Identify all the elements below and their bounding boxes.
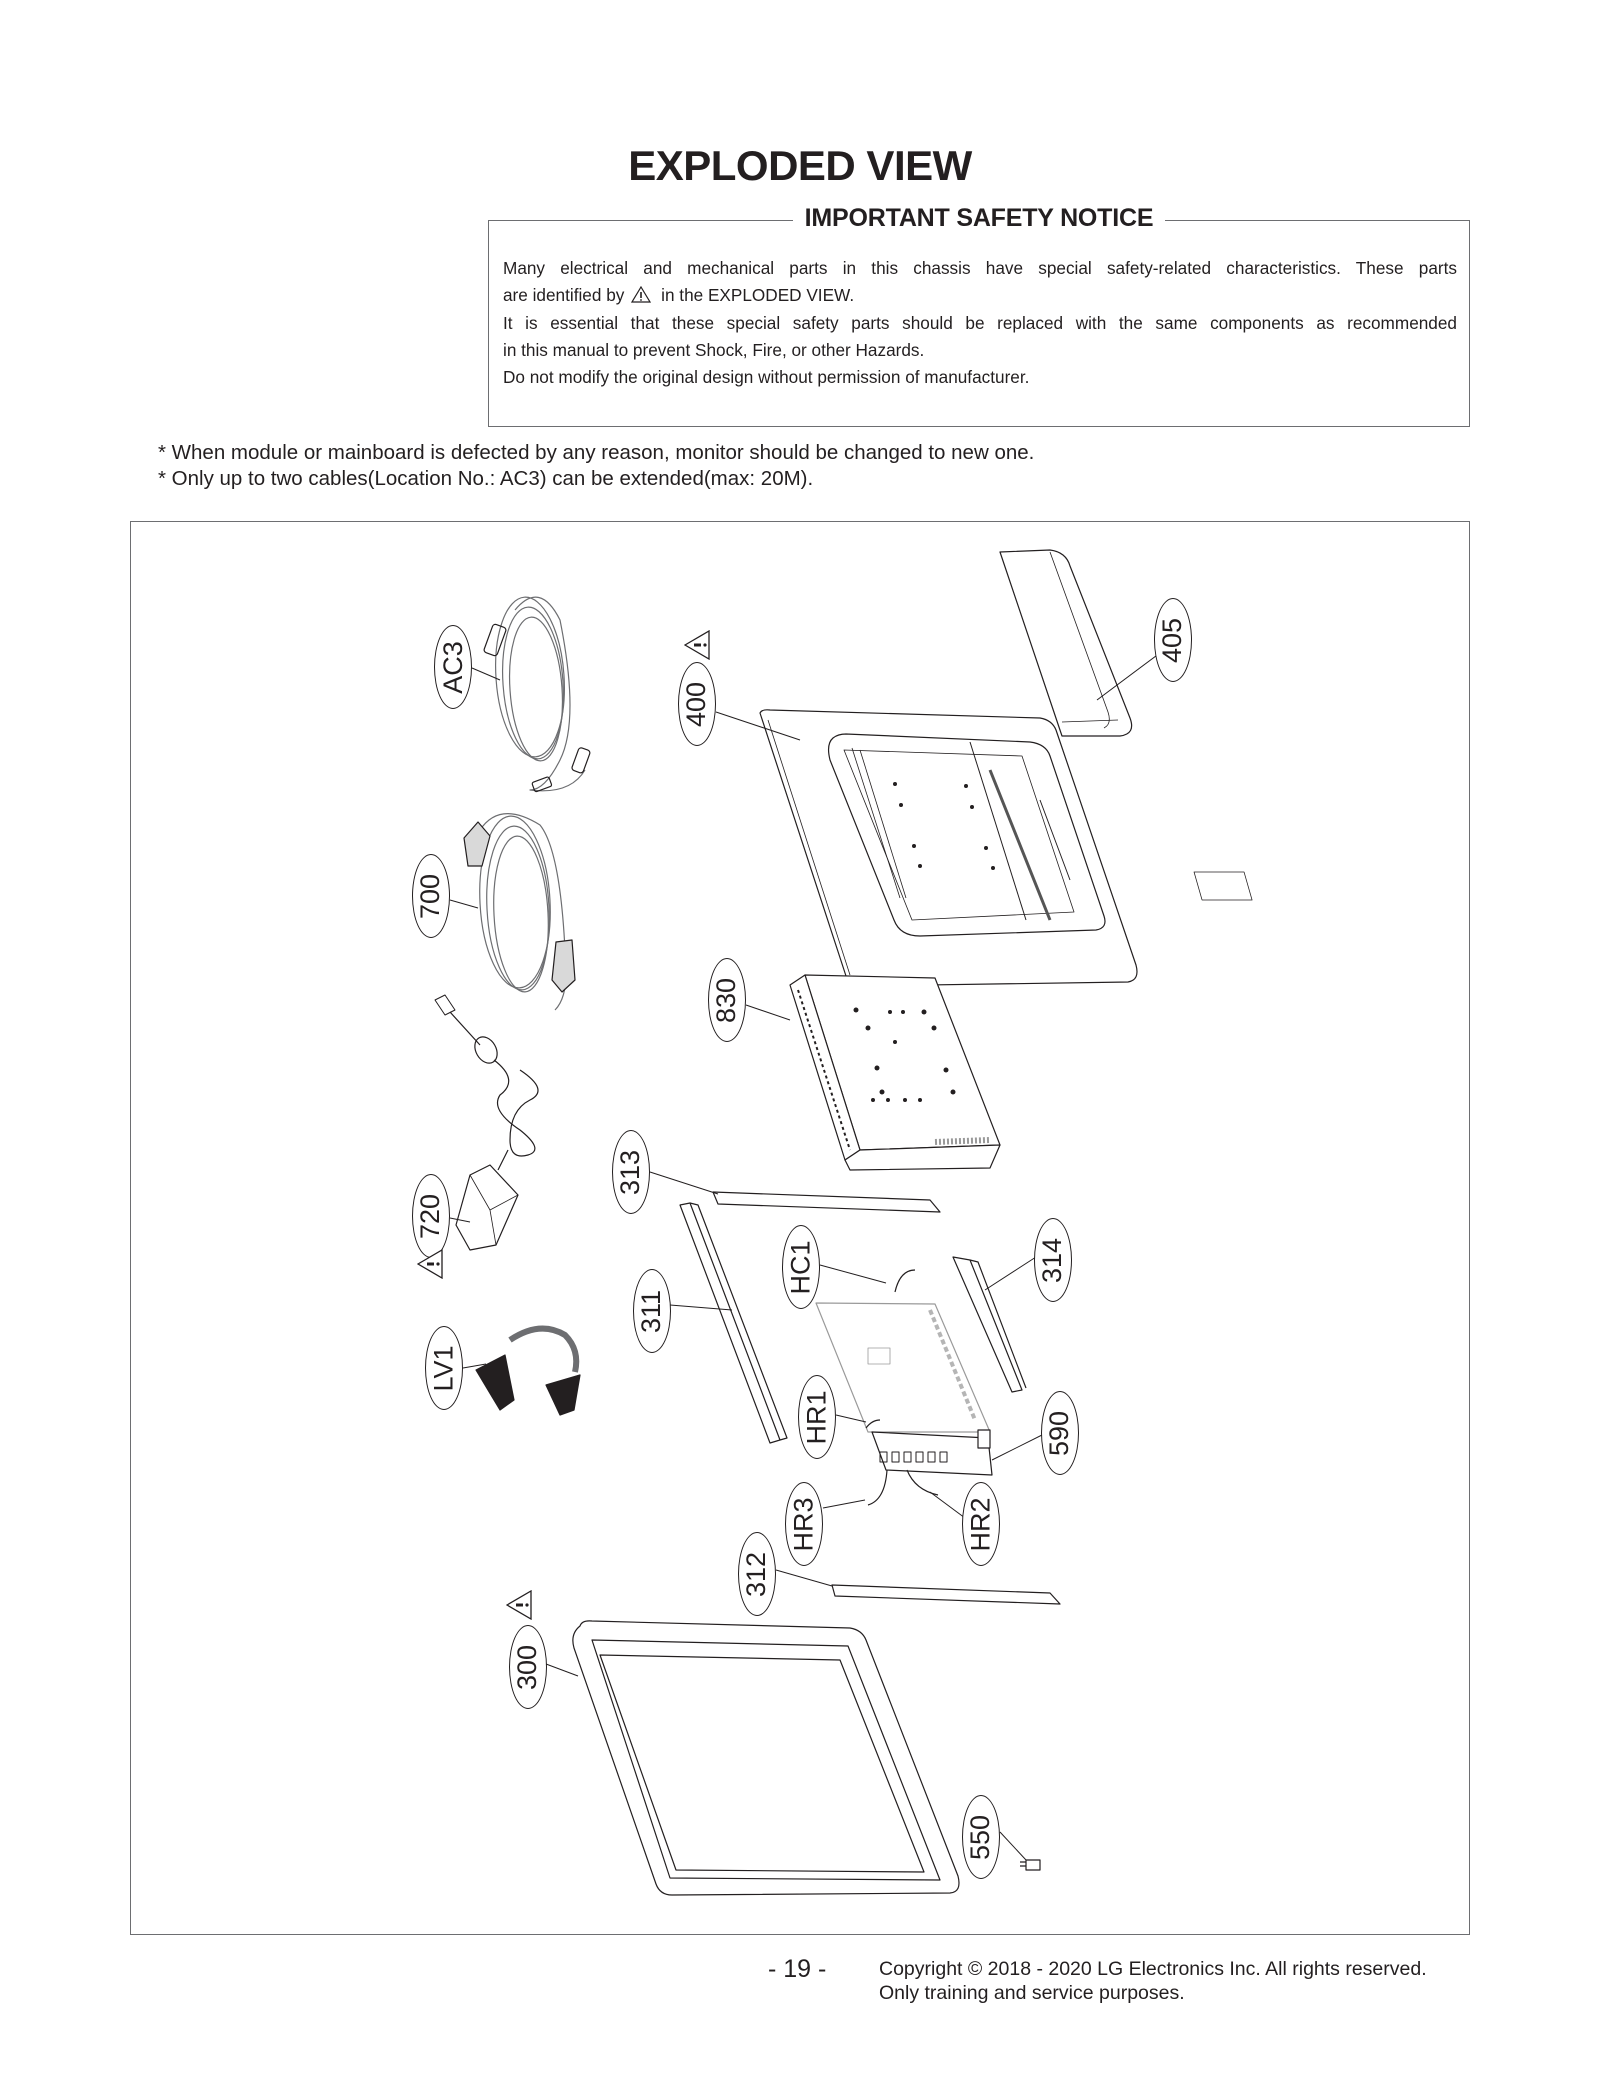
callout-700: 700 (412, 854, 450, 938)
part-550-connector-drawing (1020, 1860, 1040, 1870)
callout-AC3: AC3 (434, 625, 472, 709)
callout-HR2: HR2 (962, 1482, 1000, 1566)
callout-313: 313 (612, 1130, 650, 1214)
note-2: * Only up to two cables(Location No.: AC3) can be extended(max: 20M). (158, 467, 814, 490)
notice-line-1: Many electrical and mechanical parts in this chassis have special safety-related characteristics. These parts (503, 258, 1457, 278)
notice-line-2-text: are identified by (503, 285, 625, 306)
usage-text: Only training and service purposes. (879, 1982, 1185, 2004)
part-720-adapter-drawing (435, 995, 538, 1250)
callout-405: 405 (1154, 598, 1192, 682)
part-400-back-cover-drawing (760, 710, 1252, 986)
callout-300: 300 (509, 1625, 547, 1709)
part-700-power-cord-drawing (464, 814, 575, 1010)
page-title: EXPLODED VIEW (628, 142, 972, 189)
part-mainboard-drawing (816, 1270, 990, 1432)
callout-HC1: HC1 (782, 1225, 820, 1309)
callout-720: 720 (412, 1174, 450, 1258)
callout-314: 314 (1034, 1218, 1072, 1302)
page-number: - 19 - (768, 1955, 827, 1983)
notice-line-4: in this manual to prevent Shock, Fire, or other Hazards. (503, 339, 925, 360)
copyright-text: Copyright © 2018 - 2020 LG Electronics Inc. All rights reserved. (879, 1958, 1427, 1980)
notice-line-5: Do not modify the original design without permission of manufacturer. (503, 367, 1030, 388)
footer-copyright (879, 1957, 1427, 2005)
warning-triangle-icon-400 (684, 630, 710, 660)
callout-830: 830 (708, 958, 746, 1042)
notice-line-3: It is essential that these special safety parts should be replaced with the same components as recommended (503, 312, 1457, 333)
callout-312: 312 (738, 1532, 776, 1616)
callout-550: 550 (962, 1795, 1000, 1879)
callout-HR3: HR3 (785, 1482, 823, 1566)
part-830-chassis-drawing (790, 975, 1000, 1170)
safety-notice-heading: IMPORTANT SAFETY NOTICE (793, 204, 1166, 232)
part-311-rail-drawing (680, 1203, 787, 1443)
part-312-rail-drawing (832, 1585, 1060, 1604)
part-AC3-cable-drawing (483, 595, 590, 792)
part-313-rail-drawing (713, 1192, 940, 1212)
part-LV1-lvds-cable-drawing (476, 1329, 580, 1415)
callout-400: 400 (678, 662, 716, 746)
callout-HR1: HR1 (798, 1375, 836, 1459)
callout-LV1: LV1 (425, 1326, 463, 1410)
warning-triangle-icon-720 (417, 1249, 443, 1279)
warning-triangle-icon-300 (506, 1590, 532, 1620)
callout-590: 590 (1041, 1391, 1079, 1475)
part-300-bezel-drawing (573, 1621, 959, 1895)
callout-311: 311 (633, 1269, 671, 1353)
note-1: * When module or mainboard is defected by any reason, monitor should be changed to new one. (158, 441, 1035, 464)
part-405-plate-drawing (1000, 550, 1132, 736)
notice-line-2-end: in the EXPLODED VIEW. (661, 285, 855, 306)
